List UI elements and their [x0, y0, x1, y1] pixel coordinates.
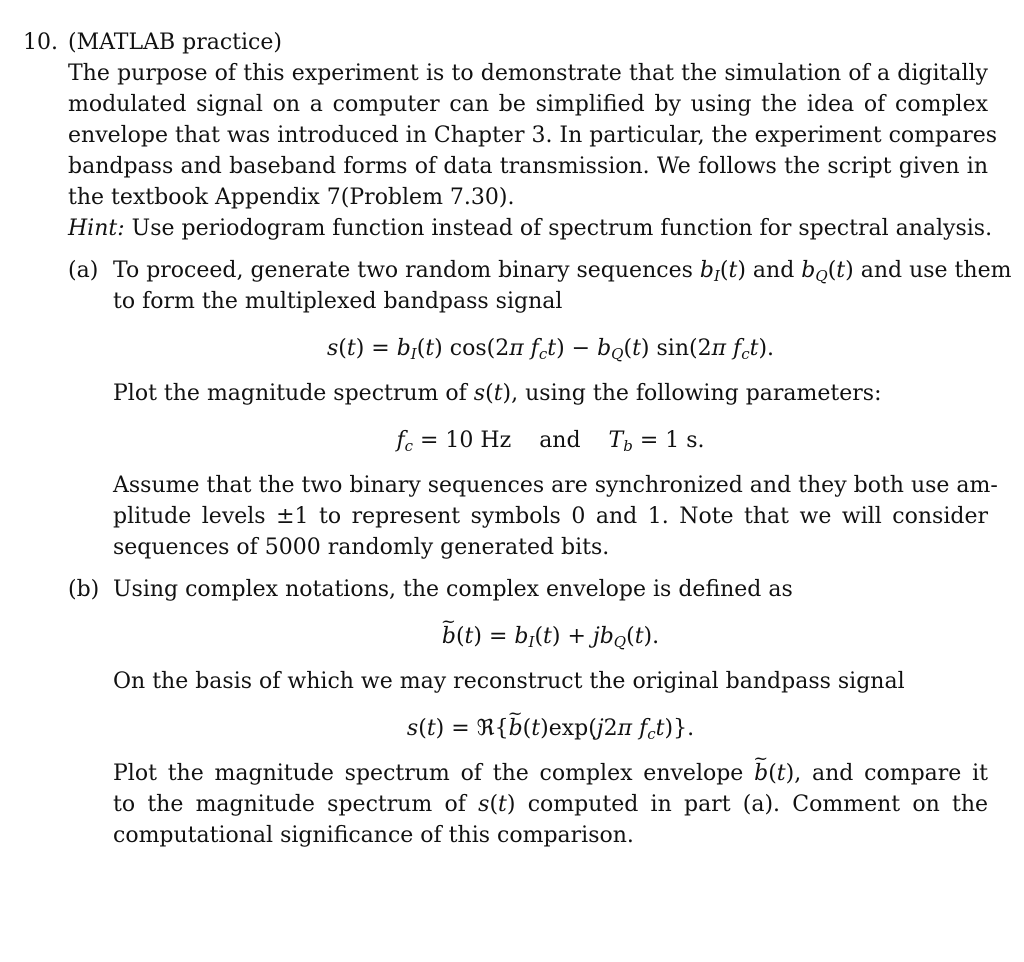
complex-envelope-equation: ~ $b(t) = b_I(t) + jb_Q(t)$. — [113, 621, 988, 652]
part-a-plot-text: Plot the magnitude spectrum of — [113, 381, 474, 406]
hint-line — [68, 213, 993, 244]
part-b-plot-text-2: to the magnitude spectrum of — [113, 792, 479, 817]
part-a-line-1-and: and — [745, 258, 802, 283]
part-a-plot-end: , using the following parameters: — [511, 381, 882, 406]
assume-line-2: plitude levels ±1 to represent symbols 0 and 1. Note that we will consider — [113, 504, 988, 529]
part-b-recon-line: On the basis of which we may reconstruct the original bandpass signal — [113, 669, 905, 694]
intro-line-5: the textbook Appendix 7(Problem 7.30). — [68, 185, 515, 210]
part-b-plot-line-3: computational significance of this comparison. — [113, 823, 634, 848]
params-and: and — [539, 428, 581, 453]
part-b-plot-end-2: computed in part (a). Comment on the — [515, 792, 989, 817]
problem-body — [68, 27, 1012, 851]
bandpass-signal-equation: $s(t) = b_I(t)$ cos(2π $f_ct) - b_Q(t)$ sin(2π $f_ct$). — [326, 336, 775, 363]
assume-line-3: sequences of 5000 randomly generated bits. — [113, 535, 610, 560]
part-a-line-2: to form the multiplexed bandpass signal — [113, 289, 563, 314]
parameters-equation: $f_c = 10$ Hz and $T_b = 1$ s. — [396, 428, 705, 455]
part-b-label: (b) — [68, 577, 100, 602]
part-a — [68, 255, 1012, 563]
intro-line-1: The purpose of this experiment is to demonstrate that the simulation of a digitally — [68, 61, 988, 86]
param-tb-value: = 1 s. — [639, 428, 705, 453]
problem-number: 10. — [23, 30, 58, 55]
intro-line-4: bandpass and baseband forms of data transmission. We follows the script given in — [68, 154, 988, 179]
hint-label: Hint: — [68, 216, 125, 241]
part-a-line-1-end: and use them — [853, 258, 1012, 283]
param-fc-value: = 10 Hz — [420, 428, 512, 453]
part-a-label: (a) — [68, 258, 99, 283]
part-a-line-1: To proceed, generate two random binary sequences $b_I(t)$ and $b_Q(t)$ and use them — [113, 258, 1012, 285]
part-b-plot-line-1: Plot the magnitude spectrum of the complex envelope ~ b(t), and compare it — [113, 758, 988, 789]
part-a-plot-line: Plot the magnitude spectrum of s(t), using the following parameters: — [113, 381, 882, 406]
part-b-plot-line-2: to the magnitude spectrum of s(t) computed in part (a). Comment on the — [113, 792, 989, 817]
problem-title: (MATLAB practice) — [68, 30, 282, 55]
intro-line-3: envelope that was introduced in Chapter 3. In particular, the experiment compares — [68, 123, 998, 148]
reconstruction-equation: s(t) = ℜ{~ b(t)exp(j2π $f_ct$)}. — [113, 713, 988, 744]
assume-line-1: Assume that the two binary sequences are synchronized and they both use am- — [113, 473, 998, 498]
intro-line-2: modulated signal on a computer can be simplified by using the idea of complex — [68, 92, 988, 117]
part-b-plot-text-1: Plot the magnitude spectrum of the complex envelope — [113, 761, 755, 786]
part-a-line-1-text: To proceed, generate two random binary sequences — [113, 258, 700, 283]
part-b-line-1: Using complex notations, the complex envelope is defined as — [113, 577, 793, 602]
part-b-plot-end-1: , and compare it — [794, 761, 988, 786]
part-b — [68, 574, 988, 851]
hint-text: Use periodogram function instead of spectrum function for spectral analysis. — [124, 216, 993, 241]
